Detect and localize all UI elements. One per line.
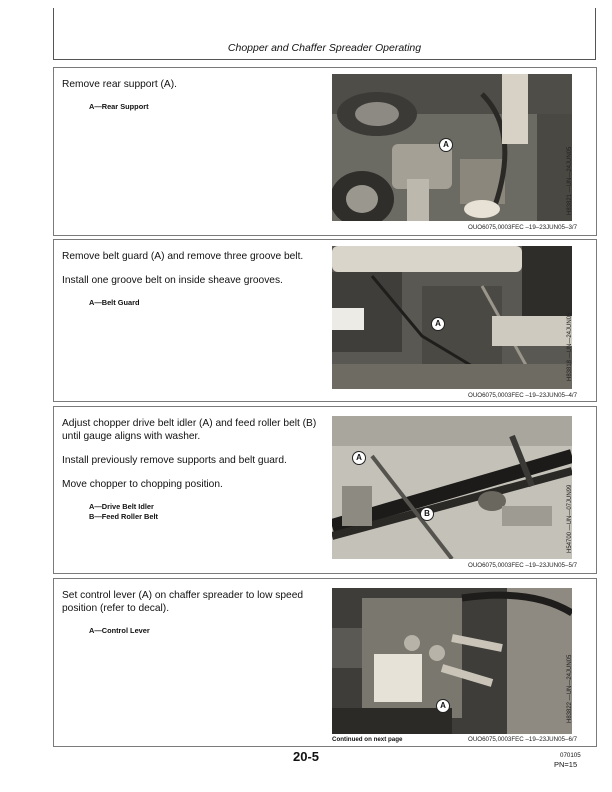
legend-item: B—Feed Roller Belt [89,512,158,521]
instruction-step-3 [53,406,597,574]
step-text [62,78,324,112]
step-paragraph: Adjust chopper drive belt idler (A) and feed roller belt (B) until gauge aligns with washer. [62,418,317,442]
legend-item: A—Rear Support [89,102,149,111]
reference-code: OUO6075,0003FEC –19–23JUN05–5/7 [468,562,578,569]
image-id: H83821 —UN—24JUN05 [567,146,573,215]
reference-code: OUO6075,0003FEC –19–23JUN05–6/7 [468,736,578,743]
instruction-step-2 [53,239,597,402]
step-paragraph: Set control lever (A) on chaffer spreader to low speed position (refer to decal). [62,590,304,614]
reference-code: OUO6075,0003FEC –19–23JUN05–3/7 [468,224,578,231]
step-text [62,589,324,636]
step-paragraph: Remove rear support (A). [62,79,177,90]
step-photo [332,588,572,734]
callout-a: A [436,699,450,713]
step-paragraph: Install previously remove supports and belt guard. [62,455,287,466]
footer-code: 070105 [560,752,581,759]
image-id: H83822 —UN—24JUN05 [567,654,573,723]
instruction-step-1 [53,67,597,236]
belt-guard-photo [332,246,572,389]
header-rule [53,59,596,60]
legend [89,102,324,112]
continued-note: Continued on next page [332,736,403,743]
step-photo [332,246,572,389]
legend-item: A—Control Lever [89,626,150,635]
drive-belt-photo [332,416,572,559]
step-paragraph: Move chopper to chopping position. [62,479,223,490]
step-text [62,417,324,522]
step-text [62,250,324,308]
control-lever-photo [332,588,572,734]
callout-a: A [352,451,366,465]
step-photo [332,74,572,221]
page-title: Chopper and Chaffer Spreader Operating [227,42,422,54]
step-paragraph: Remove belt guard (A) and remove three groove belt. [62,251,304,262]
step-paragraph: Install one groove belt on inside sheave grooves. [62,275,283,286]
legend [89,626,324,636]
callout-a: A [431,317,445,331]
image-id: H54700 —UN—07JUN99 [567,484,573,553]
image-id: H83818 —UN—24JUN05 [567,312,573,381]
callout-a: A [439,138,453,152]
reference-code: OUO6075,0003FEC –19–23JUN05–4/7 [468,392,578,399]
step-photo [332,416,572,559]
page-number: 20-5 [292,749,320,764]
legend-item: A—Belt Guard [89,298,140,307]
legend [89,502,324,522]
footer-pn: PN=15 [554,760,578,769]
legend-item: A—Drive Belt Idler [89,502,154,511]
legend [89,298,324,308]
instruction-step-4 [53,578,597,747]
callout-b: B [420,507,434,521]
